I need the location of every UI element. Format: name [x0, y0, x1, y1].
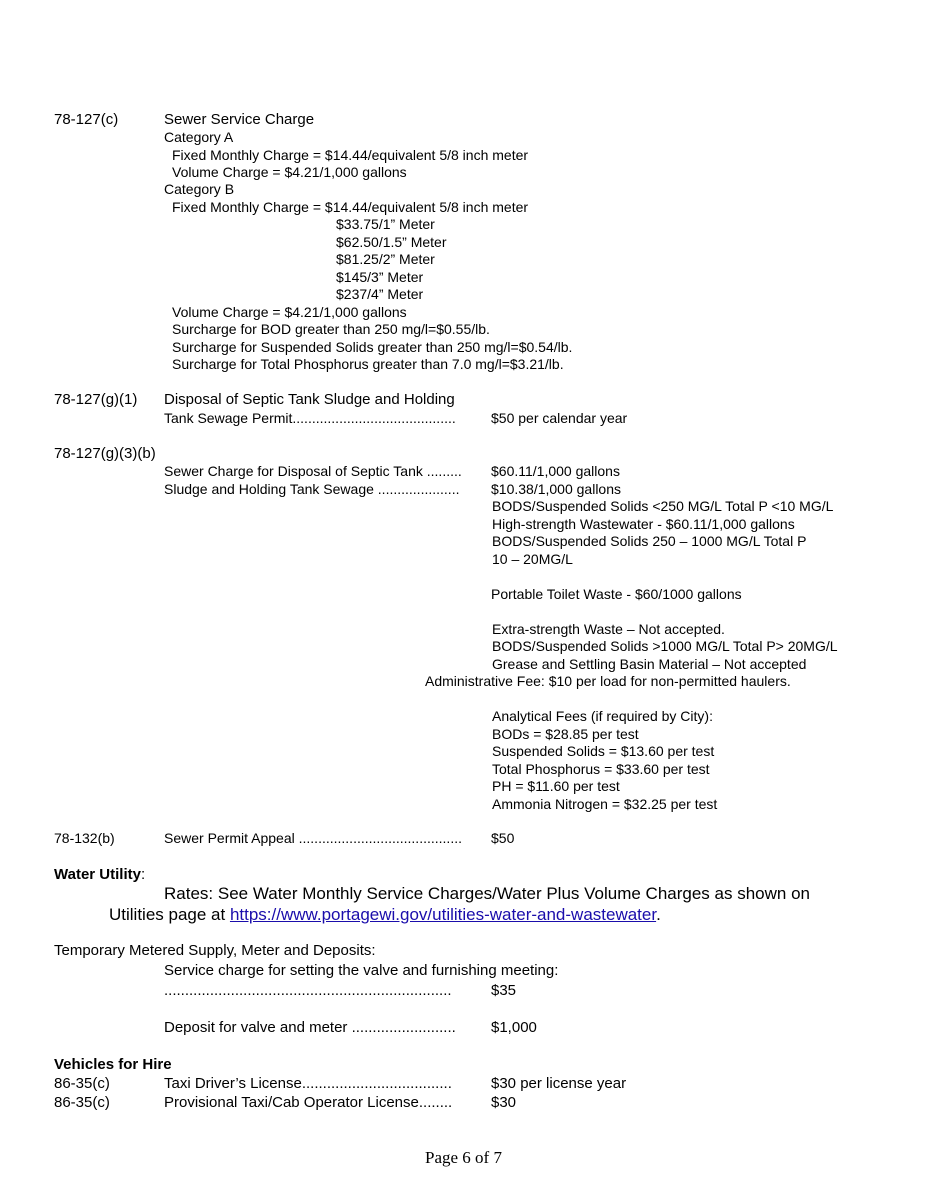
analytical-fee-line: Suspended Solids = $13.60 per test: [492, 743, 715, 759]
category-a-label: Category A: [164, 129, 234, 145]
permit-value: $50 per calendar year: [491, 410, 628, 426]
water-rates-link-line: [109, 906, 661, 923]
sludge-charge-value: $10.38/1,000 gallons: [491, 481, 621, 497]
page-number: Page 6 of 7: [425, 1148, 502, 1167]
analytical-fee-line: Ammonia Nitrogen = $32.25 per test: [492, 796, 718, 812]
meter-rate: $62.50/1.5” Meter: [336, 234, 447, 250]
vehicle-section-number: 86-35(c): [54, 1075, 110, 1092]
extra-strength-line: BODS/Suspended Solids >1000 MG/L Total P> 20MG/L: [492, 638, 838, 654]
section-number: 78-127(g)(3)(b): [54, 445, 156, 462]
analytical-fee-line: Analytical Fees (if required by City):: [492, 708, 713, 724]
category-a-volume-charge: Volume Charge = $4.21/1,000 gallons: [172, 164, 407, 180]
permit-appeal-value: $50: [491, 830, 515, 846]
administrative-fee: Administrative Fee: $10 per load for non-permitted haulers.: [425, 673, 791, 689]
temporary-supply-heading: Temporary Metered Supply, Meter and Deposits:: [54, 942, 376, 959]
section-number: 78-127(g)(1): [54, 391, 138, 408]
deposit-value: $1,000: [491, 1019, 537, 1036]
water-utility-colon: :: [140, 866, 146, 883]
sludge-charge-label: Sludge and Holding Tank Sewage .....................: [164, 481, 460, 497]
vehicle-license-label: Taxi Driver’s License....................................: [164, 1075, 452, 1092]
vehicle-license-label: Provisional Taxi/Cab Operator License........: [164, 1094, 453, 1111]
meter-rate: $237/4” Meter: [336, 286, 424, 302]
category-b-label: Category B: [164, 181, 235, 197]
septic-charge-value: $60.11/1,000 gallons: [491, 463, 620, 479]
utilities-page-link[interactable]: https://www.portagewi.gov/utilities-water-and-wastewater: [229, 905, 657, 924]
surcharge-line: Surcharge for BOD greater than 250 mg/l=$0.55/lb.: [172, 321, 490, 337]
analytical-fee-line: Total Phosphorus = $33.60 per test: [492, 761, 710, 777]
vehicle-section-number: 86-35(c): [54, 1094, 110, 1111]
permit-label: Tank Sewage Permit..........................................: [164, 410, 456, 426]
section-number: 78-127(c): [54, 111, 119, 128]
section-title: Sewer Service Charge: [164, 111, 315, 128]
analytical-fee-line: PH = $11.60 per test: [492, 778, 620, 794]
extra-strength-line: Grease and Settling Basin Material – Not accepted: [492, 656, 807, 672]
detail-line: BODS/Suspended Solids 250 – 1000 MG/L Total P: [492, 533, 807, 549]
water-rates-suffix: .: [656, 905, 661, 924]
detail-line: 10 – 20MG/L: [492, 551, 573, 567]
water-utility-title: Water Utility: [54, 866, 141, 883]
service-charge-label: Service charge for setting the valve and furnishing meeting:: [164, 962, 559, 979]
analytical-fee-line: BODs = $28.85 per test: [492, 726, 639, 742]
category-b-volume-charge: Volume Charge = $4.21/1,000 gallons: [172, 304, 407, 320]
detail-line: High-strength Wastewater - $60.11/1,000 gallons: [492, 516, 795, 532]
vehicle-license-value: $30: [491, 1094, 517, 1111]
water-rates-line: Rates: See Water Monthly Service Charges/Water Plus Volume Charges as shown on: [164, 884, 810, 903]
vehicle-license-value: $30 per license year: [491, 1075, 627, 1092]
vehicles-heading: Vehicles for Hire: [54, 1056, 172, 1073]
meter-rate: $145/3” Meter: [336, 269, 424, 285]
meter-rate: $81.25/2” Meter: [336, 251, 435, 267]
meter-rate: $33.75/1” Meter: [336, 216, 435, 232]
surcharge-line: Surcharge for Total Phosphorus greater than 7.0 mg/l=$3.21/lb.: [172, 356, 564, 372]
service-charge-leader: .....................................................................: [164, 982, 452, 999]
water-utility-heading: [54, 867, 145, 882]
portable-toilet-waste: Portable Toilet Waste - $60/1000 gallons: [491, 586, 742, 602]
septic-charge-label: Sewer Charge for Disposal of Septic Tank .........: [164, 463, 462, 479]
section-title: Disposal of Septic Tank Sludge and Holding: [164, 391, 455, 408]
permit-appeal-label: Sewer Permit Appeal ..........................................: [164, 830, 462, 846]
category-b-fixed-charge: Fixed Monthly Charge = $14.44/equivalent 5/8 inch meter: [172, 199, 529, 215]
extra-strength-line: Extra-strength Waste – Not accepted.: [492, 621, 725, 637]
surcharge-line: Surcharge for Suspended Solids greater than 250 mg/l=$0.54/lb.: [172, 339, 573, 355]
section-number: 78-132(b): [54, 830, 115, 846]
category-a-fixed-charge: Fixed Monthly Charge = $14.44/equivalent 5/8 inch meter: [172, 147, 529, 163]
water-rates-prefix: Utilities page at: [109, 905, 230, 924]
detail-line: BODS/Suspended Solids <250 MG/L Total P <10 MG/L: [492, 498, 834, 514]
service-charge-value: $35: [491, 982, 517, 999]
deposit-label: Deposit for valve and meter .........................: [164, 1019, 456, 1036]
